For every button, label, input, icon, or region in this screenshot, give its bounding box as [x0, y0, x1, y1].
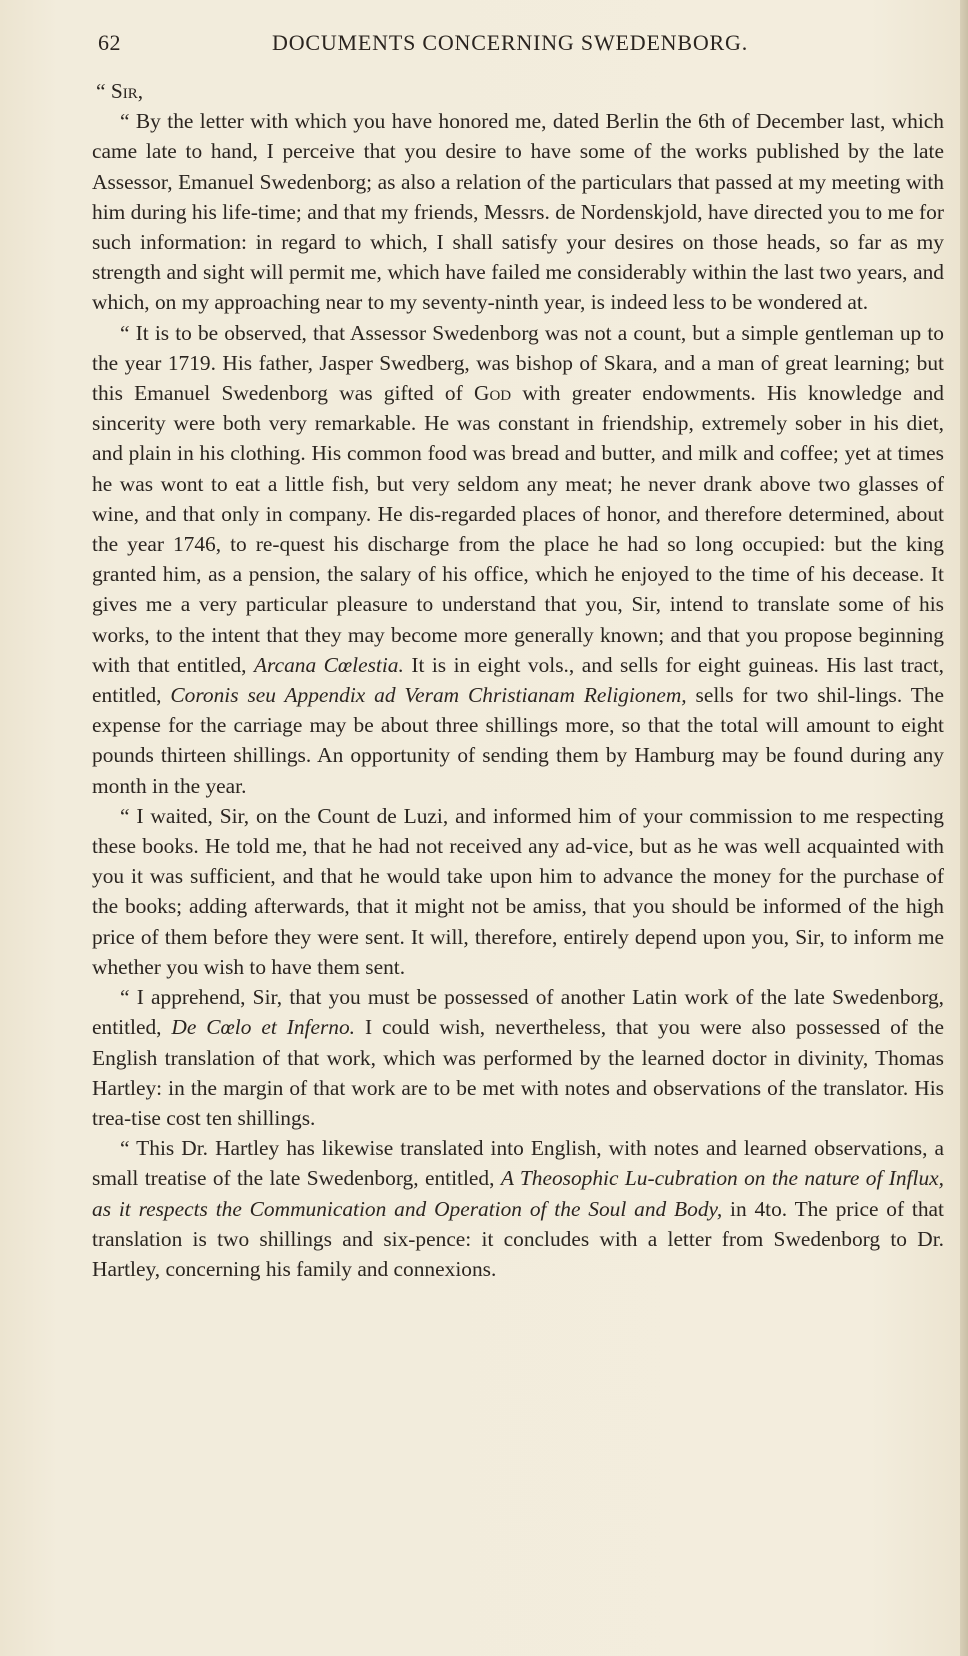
salutation: “ Sir,: [96, 79, 144, 103]
god-small-caps: God: [474, 381, 512, 406]
title-de-coelo-et-inferno: De Cœlo et Inferno.: [171, 1015, 356, 1040]
paragraph-4: [92, 982, 944, 1133]
paragraph-5: [92, 1133, 944, 1284]
paragraph-2-text-d: sells for two shil-lings. The expense for the carriage may be about three shillings more, so that the total will amount to eight pounds thirteen shillings. An opportunity of sending them by Hamburg may be found during any month in the year.: [92, 683, 944, 798]
page-header: [94, 28, 944, 62]
paragraph-4-text-a: “ I apprehend, Sir, that you must be possessed of another Latin work of the late Swedenborg, entitled,: [92, 985, 944, 1040]
paragraph-5-text-a: “ This Dr. Hartley has likewise translated into English, with notes and learned observations, a small treatise of the late Swedenborg, entitled,: [92, 1136, 944, 1191]
paragraph-2: [92, 318, 944, 801]
paragraph-4-text-b: I could wish, nevertheless, that you were also possessed of the English translation of that work, which was performed by the learned doctor in divinity, Thomas Hartley: in the margin of that work are to be met with notes and observations of the translator. His trea-tise cost ten shillings.: [92, 1015, 944, 1130]
page-number: 62: [98, 30, 121, 55]
title-arcana-coelestia: Arcana Cœlestia.: [253, 652, 404, 677]
paragraph-2-text-c: It is in eight vols., and sells for eight guineas. His last tract, entitled,: [92, 652, 945, 708]
running-title: DOCUMENTS CONCERNING SWEDENBORG.: [272, 30, 748, 55]
paragraph-5-text-b: in 4to. The price of that translation is two shillings and six-pence: it concludes with a letter from Swedenborg to Dr. Hartley, concerning his family and connexions.: [92, 1196, 944, 1281]
paragraph-2-text-b: with greater endowments. His knowledge and sincerity were both very remarkable. He was constant in friendship, extremely sober in his diet, and plain in his clothing. His common food was bread and butter, and milk and coffee; yet at times he was wont to eat a little fish, but very seldom any meat; he never drank above two glasses of wine, and that only in company. He dis-regarded places of honor, and therefore determined, about the year 1746, to re-quest his discharge from the place he had so long occupied: but the king granted him, as a pension, the salary of his office, which he enjoyed to the time of his decease. It gives me a very particular pleasure to understand that you, Sir, intend to translate some of his works, to the intent that they may become more generally known; and that you propose beginning with that entitled,: [92, 381, 944, 677]
paragraph-3: “ I waited, Sir, on the Count de Luzi, and informed him of your commission to me respecting these books. He told me, that he had not received any ad-vice, but as he was well acquainted with you it was sufficient, and that he would take upon him to advance the money for the purchase of the books; adding afterwards, that it might not be amiss, that you should be informed of the high price of them before they were sent. It will, therefore, entirely depend upon you, Sir, to inform me whether you wish to have them sent.: [92, 803, 944, 979]
page-edge: [960, 0, 968, 1656]
letter-body: [92, 76, 944, 1284]
title-coronis: Coronis seu Appendix ad Veram Christianam Religionem,: [170, 683, 687, 708]
paragraph-1: “ By the letter with which you have honored me, dated Berlin the 6th of December last, which came late to hand, I perceive that you desire to have some of the works published by the late Assessor, Emanuel Swedenborg; as also a relation of the particulars that passed at my meeting with him during his life-time; and that my friends, Messrs. de Nordenskjold, have directed you to me for such information: in regard to which, I shall satisfy your desires on those heads, so far as my strength and sight will permit me, which have failed me considerably within the last two years, and which, on my approaching near to my seventy-ninth year, is indeed less to be wondered at.: [92, 109, 944, 315]
title-theosophic-lucubration: A Theosophic Lu-cubration on the nature of Influx, as it respects the Communication and Operation of the Soul and Body,: [92, 1166, 944, 1221]
paragraph-2-text-a: “ It is to be observed, that Assessor Swedenborg was not a count, but a simple gentleman up to the year 1719. His father, Jasper Swedberg, was bishop of Skara, and a man of great learning; but this Emanuel Swedenborg was gifted of: [92, 320, 944, 406]
